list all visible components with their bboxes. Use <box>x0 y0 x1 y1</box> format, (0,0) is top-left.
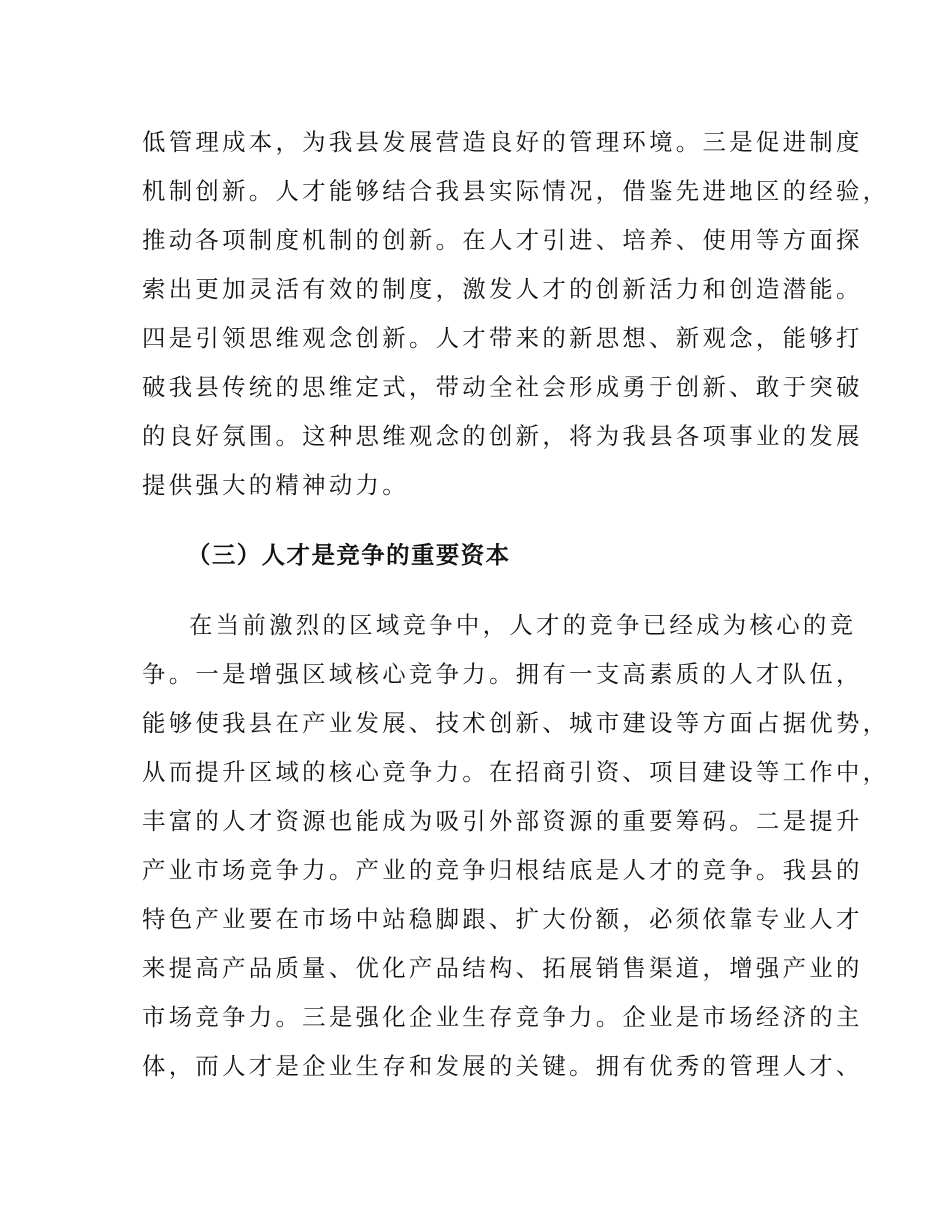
paragraph-talent-innovation <box>142 118 890 510</box>
text-line: 来提高产品质量、优化产品结构、拓展销售渠道，增强产业的 <box>142 954 863 982</box>
text-line: 从而提升区域的核心竞争力。在招商引资、项目建设等工作中， <box>142 758 890 786</box>
text-line: 在当前激烈的区域竞争中，人才的竞争已经成为核心的竞 <box>189 611 857 639</box>
text-line: 体，而人才是企业生存和发展的关键。拥有优秀的管理人才、 <box>142 1052 863 1080</box>
text-line: 能够使我县在产业发展、技术创新、城市建设等方面占据优势， <box>142 709 890 737</box>
section-heading: （三）人才是竞争的重要资本 <box>187 541 511 569</box>
text-line: 丰富的人才资源也能成为吸引外部资源的重要筹码。二是提升 <box>142 807 863 835</box>
document-body <box>142 118 890 1091</box>
text-line: 四是引领思维观念创新。人才带来的新思想、新观念，能够打 <box>142 324 863 352</box>
text-line: 推动各项制度机制的创新。在人才引进、培养、使用等方面探 <box>142 226 863 254</box>
text-line: 索出更加灵活有效的制度，激发人才的创新活力和创造潜能。 <box>142 275 863 303</box>
paragraph-talent-competition <box>142 601 890 1091</box>
text-line: 破我县传统的思维定式，带动全社会形成勇于创新、敢于突破 <box>142 373 863 401</box>
text-line: 低管理成本，为我县发展营造良好的管理环境。三是促进制度 <box>142 128 863 156</box>
text-line: 提供强大的精神动力。 <box>142 471 409 499</box>
text-line: 机制创新。人才能够结合我县实际情况，借鉴先进地区的经验， <box>142 177 890 205</box>
text-line: 特色产业要在市场中站稳脚跟、扩大份额，必须依靠专业人才 <box>142 905 863 933</box>
text-line: 的良好氛围。这种思维观念的创新，将为我县各项事业的发展 <box>142 422 863 450</box>
text-line: 市场竞争力。三是强化企业生存竞争力。企业是市场经济的主 <box>142 1003 863 1031</box>
text-line: 争。一是增强区域核心竞争力。拥有一支高素质的人才队伍， <box>142 660 863 688</box>
text-line: 产业市场竞争力。产业的竞争归根结底是人才的竞争。我县的 <box>142 856 863 884</box>
